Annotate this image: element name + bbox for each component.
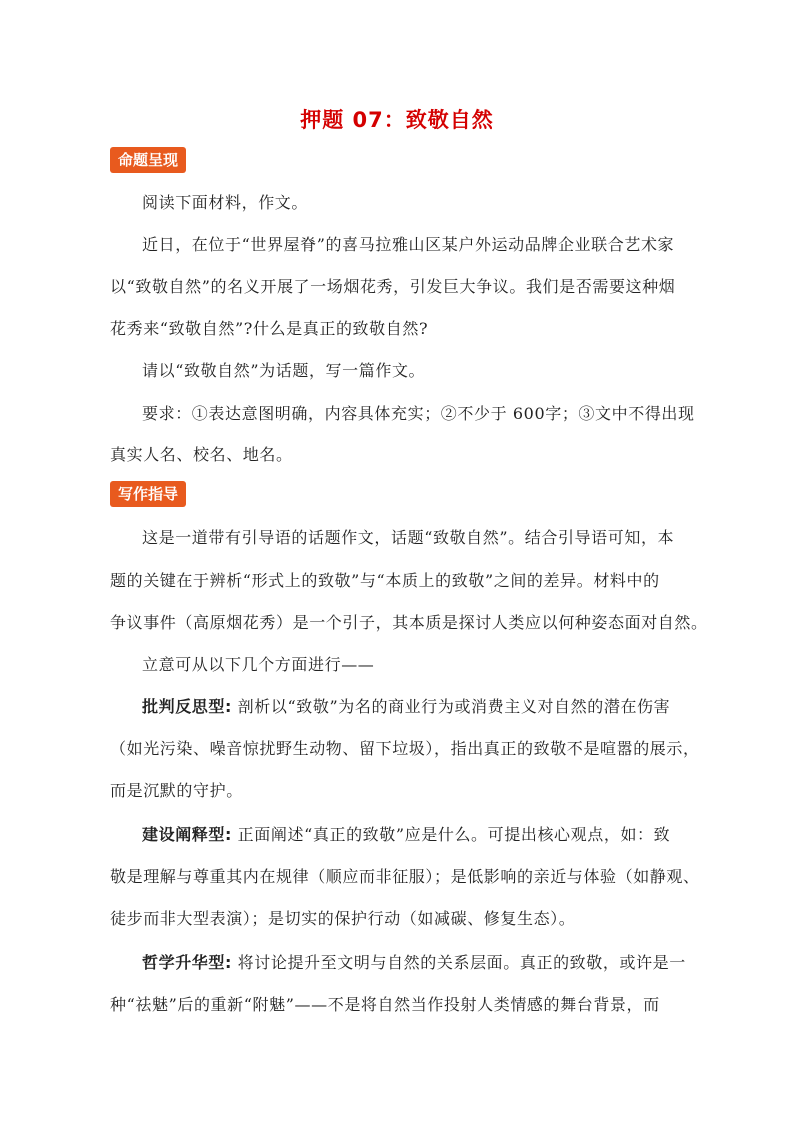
material-line: 以“致敬自然”的名义开展了一场烟花秀，引发巨大争议。我们是否需要这种烟 [110, 277, 676, 296]
guidance-line: 立意可从以下几个方面进行—— [142, 655, 375, 674]
constructive-paragraph-line: 徒步而非大型表演）；是切实的保护行动（如减碳、修复生态）。 [110, 909, 576, 928]
critical-paragraph-line: （如光污染、噪音惊扰野生动物、留下垃圾），指出真正的致敬不是喧嚣的展示， [110, 739, 700, 758]
critical-paragraph-first-line [142, 694, 710, 717]
philosophical-text: 将讨论提升至文明与自然的关系层面。真正的致敬，或许是一 [232, 953, 686, 972]
instruction-line: 请以“致敬自然”为话题，写一篇作文。 [142, 361, 426, 380]
constructive-paragraph-first-line [142, 822, 710, 845]
requirement-line: 要求：①表达意图明确，内容具体充实；②不少于 600字；③文中不得出现 [142, 404, 695, 423]
constructive-text: 正面阐述“真正的致敬”应是什么。可提出核心观点，如：致 [232, 825, 671, 844]
philosophical-paragraph-line: 种“祛魅”后的重新“附魅”——不是将自然当作投射人类情感的舞台背景，而 [110, 995, 660, 1014]
critical-text: 剖析以“致敬”为名的商业行为或消费主义对自然的潜在伤害 [232, 697, 671, 716]
prompt-line: 阅读下面材料，作文。 [142, 193, 309, 212]
guidance-line: 题的关键在于辨析“形式上的致敬”与“本质上的致敬”之间的差异。材料中的 [110, 571, 660, 590]
document-title: 押题 07：致敬自然 [300, 108, 494, 132]
material-line: 近日，在位于“世界屋脊”的喜马拉雅山区某户外运动品牌企业联合艺术家 [142, 235, 675, 254]
constructive-paragraph-line: 敬是理解与尊重其内在规律（顺应而非征服）；是低影响的亲近与体验（如静观、 [110, 867, 700, 886]
guidance-line: 这是一道带有引导语的话题作文，话题“致敬自然”。结合引导语可知，本 [142, 528, 675, 547]
section-badge-guidance: 写作指导 [110, 481, 186, 507]
philosophical-heading: 哲学升华型: [142, 953, 232, 972]
critical-paragraph-line: 而是沉默的守护。 [110, 781, 243, 800]
critical-heading: 批判反思型: [142, 697, 232, 716]
philosophical-paragraph-first-line [142, 950, 710, 973]
section-badge-proposition: 命题呈现 [110, 147, 186, 173]
guidance-line: 争议事件（高原烟花秀）是一个引子，其本质是探讨人类应以何种姿态面对自然。 [110, 613, 708, 632]
material-line: 花秀来“致敬自然”?什么是真正的致敬自然? [110, 319, 429, 338]
requirement-line: 真实人名、校名、地名。 [110, 445, 293, 464]
constructive-heading: 建设阐释型: [142, 825, 232, 844]
